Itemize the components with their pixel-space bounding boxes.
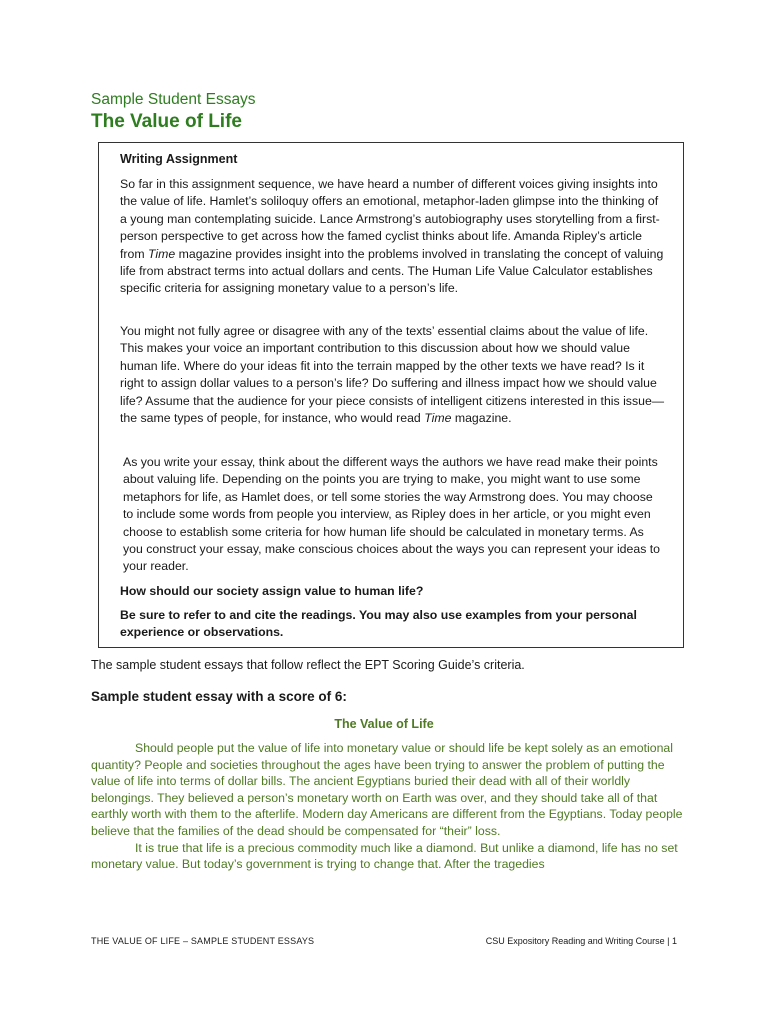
essay-paragraph: It is true that life is a precious commodity much like a diamond. But unlike a diamond, life has no set monetary value. But today’s government is trying to change that. After the tragedies — [91, 840, 678, 872]
essay-paragraph: Should people put the value of life into monetary value or should life be kept solely as an emotional quantity? People and societies throughout the ages have been trying to answer the problem of putting the value of life into terms of dollar bills. The ancient Egyptians buried their dead with all of their worldly belongings. They believed a person’s monetary worth on Earth was over, and they should take all of that earthly worth with them to the afterlife. Modern day Americans are different from the Egyptians. Today people believe that the families of the dead should be compensated for “their” loss. — [91, 741, 683, 838]
assignment-paragraph-3: As you write your essay, think about the different ways the authors we have read make their points about valuing life. Depending on the points you are trying to make, you might want to use some metaphors for life, as Hamlet does, or tell some stories the way Armstrong does. You may choose to include some words from people you interview, as Ripley does in her article, or you might even choose to establish some criteria for how human life should be calculated in monetary terms. As you construct your essay, make conscious choices about the ways you can represent your ideas to your reader. — [123, 455, 661, 574]
assignment-paragraph-2: You might not fully agree or disagree with any of the texts’ essential claims about the value of life. This makes your voice an important contribution to this discussion about how we should value human life. Where do your ideas fit into the terrain mapped by the other texts we have read? Is it right to assign dollar values to a person’s life? Do suffering and illness impact how we should value life? Assume that the audience for your piece consists of intelligent citizens interested in this issue—the same types of people, for instance, who would read Time magazine. — [120, 324, 665, 426]
essay-body — [91, 740, 683, 873]
page-title: The Value of Life — [91, 111, 242, 132]
score-heading: Sample student essay with a score of 6: — [91, 689, 347, 704]
essay-title: The Value of Life — [334, 717, 434, 731]
assignment-note: Be sure to refer to and cite the readings. You may also use examples from your personal experience or observations. — [120, 608, 637, 640]
assignment-paragraph-1: So far in this assignment sequence, we have heard a number of different voices giving insights into the value of life. Hamlet’s soliloquy offers an emotional, metaphor-laden glimpse into the thinking of a young man contemplating suicide. Lance Armstrong’s autobiography uses storytelling from a first-person perspective to get across how the famed cyclist thinks about life. Amanda Ripley’s article from Time magazine provides insight into the problems involved in translating the concept of valuing life from abstract terms into actual dollars and cents. The Human Life Value Calculator establishes specific criteria for assigning monetary value to a person’s life. — [120, 177, 664, 296]
footer-right: CSU Expository Reading and Writing Course | 1 — [485, 936, 677, 946]
assignment-heading: Writing Assignment — [120, 152, 238, 166]
writing-assignment-box — [98, 142, 684, 648]
assignment-question: How should our society assign value to human life? — [120, 584, 424, 598]
intro-text: The sample student essays that follow reflect the EPT Scoring Guide’s criteria. — [91, 658, 525, 672]
footer-left: THE VALUE OF LIFE – SAMPLE STUDENT ESSAYS — [91, 936, 315, 946]
section-kicker: Sample Student Essays — [91, 91, 256, 108]
